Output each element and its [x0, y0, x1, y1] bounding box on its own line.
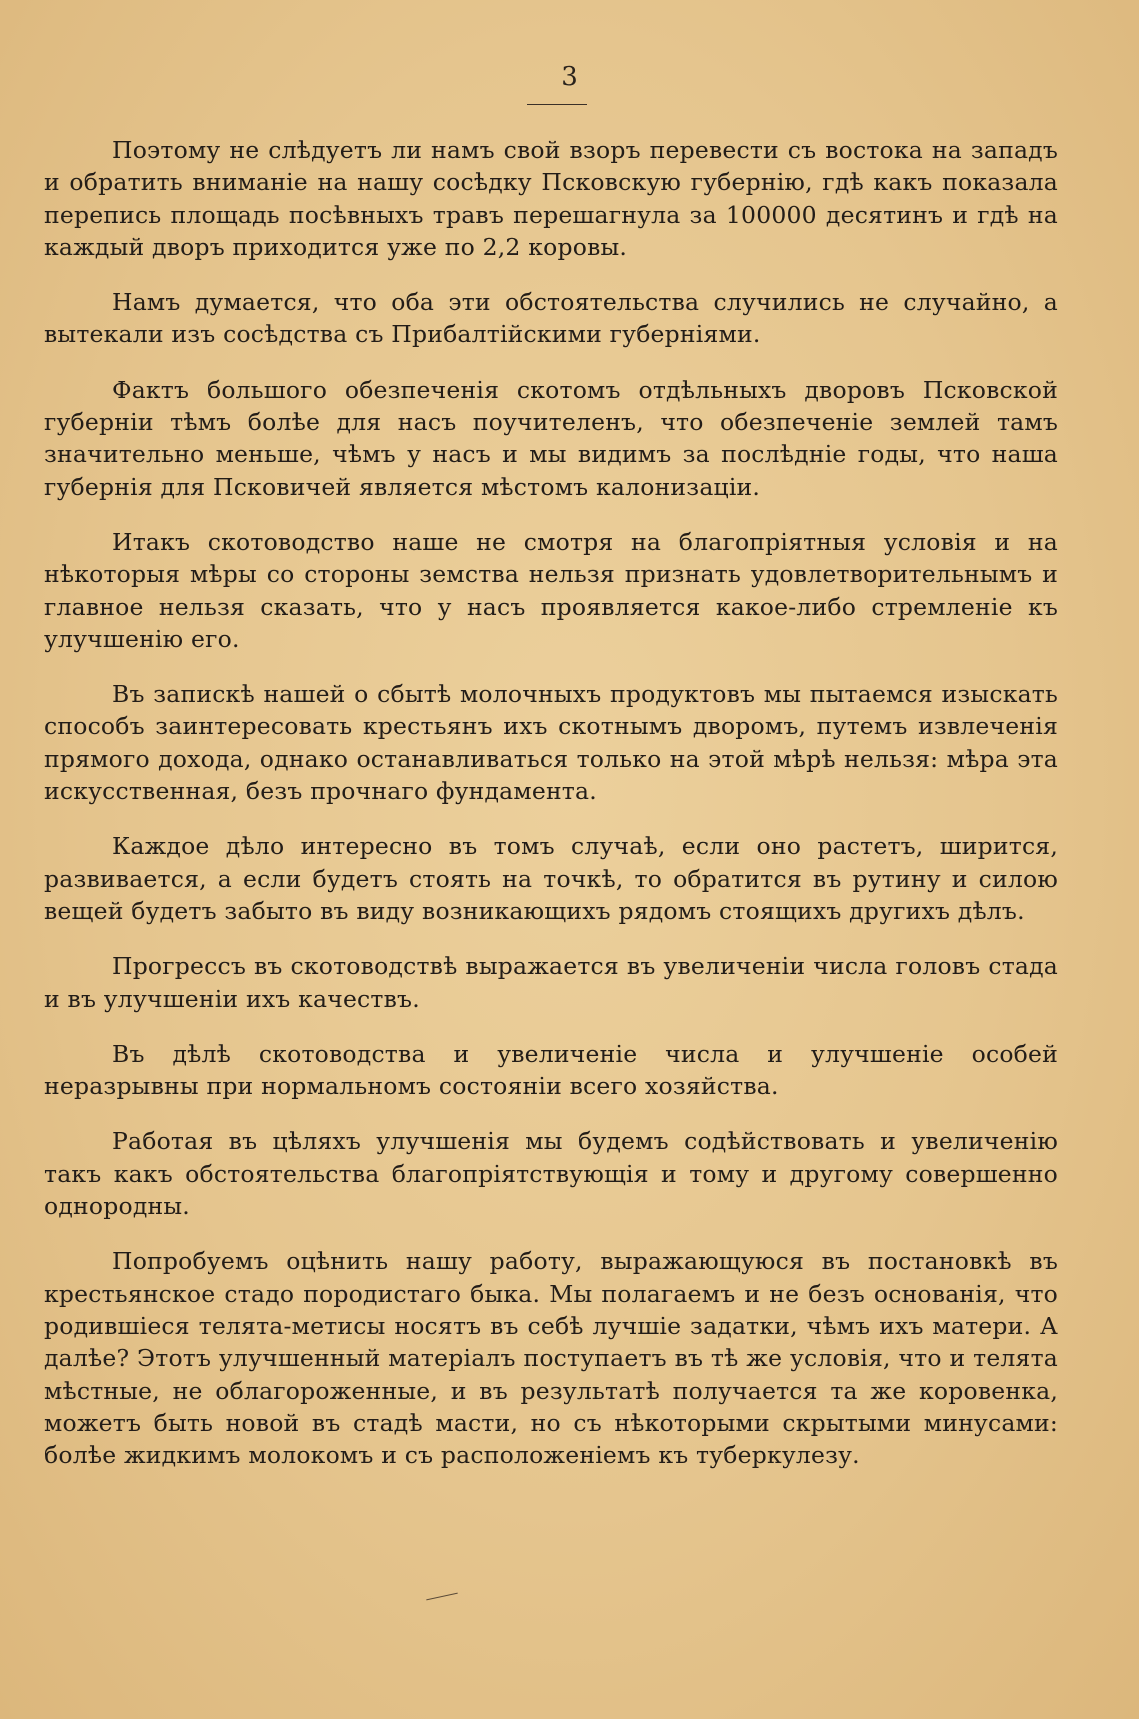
paragraph-1: Поэтому не слѣдуетъ ли намъ свой взоръ перевести съ востока на западъ и обратить вниманіе на нашу сосѣдку Псковскую губернію, гдѣ какъ показала перепись площадь посѣвныхъ травъ перешагнула за 100000 десятинъ и гдѣ на каждый дворъ приходится уже по 2,2 коровы. — [44, 136, 1058, 261]
paragraph-7: Прогрессъ въ скотоводствѣ выражается въ увеличеніи числа головъ стада и въ улучшеніи ихъ качествъ. — [44, 952, 1058, 1013]
paragraph-8: Въ дѣлѣ скотоводства и увеличеніе числа и улучшеніе особей неразрывны при нормальномъ состояніи всего хозяйства. — [44, 1039, 1058, 1101]
paragraph-9: Работая въ цѣляхъ улучшенія мы будемъ содѣйствовать и увеличенію такъ какъ обстоятельства благопріятствующія и тому и другому совершенно однородны. — [44, 1127, 1058, 1221]
ink-mark — [426, 1593, 458, 1601]
paragraph-2: Намъ думается, что оба эти обстоятельства случились не случайно, а вытекали изъ сосѣдства съ Прибалтійскими губерніями. — [44, 288, 1058, 349]
paragraph-4: Итакъ скотоводство наше не смотря на благопріятныя условія и на нѣкоторыя мѣры со стороны земства нельзя признать удовлетворительнымъ и главное нельзя сказать, что у насъ проявляется какое-либо стремленіе къ улучшенію его. — [44, 527, 1058, 653]
page-number: 3 — [561, 62, 578, 92]
paragraph-5: Въ запискѣ нашей о сбытѣ молочныхъ продуктовъ мы пытаемся изыскать способъ заинтересовать крестьянъ ихъ скотнымъ дворомъ, путемъ извлеченія прямого дохода, однако останавливаться только на этой мѣрѣ нельзя: мѣра эта искусственная, безъ прочнаго фундамента. — [44, 680, 1058, 806]
paragraph-6: Каждое дѣло интересно въ томъ случаѣ, если оно растетъ, ширится, развивается, а если будетъ стоять на точкѣ, то обратится въ рутину и силою вещей будетъ забыто въ виду возникающихъ рядомъ стоящихъ другихъ дѣлъ. — [44, 832, 1058, 925]
paragraph-10: Попробуемъ оцѣнить нашу работу, выражающуюся въ постановкѣ въ крестьянское стадо породистаго быка. Мы полагаемъ и не безъ основанія, что родившіеся телята-метисы носятъ въ себѣ лучшіе задатки, чѣмъ ихъ матери. А далѣе? Этотъ улучшенный матеріалъ поступаетъ въ тѣ же условія, что и телята мѣстные, не облагороженные, и въ результатѣ получается та же коровенка, можетъ быть новой въ стадѣ масти, но съ нѣкоторыми скрытыми минусами: болѣе жидкимъ молокомъ и съ расположеніемъ къ туберкулезу. — [44, 1247, 1058, 1470]
paragraph-3: Фактъ большого обезпеченія скотомъ отдѣльныхъ дворовъ Псковской губерніи тѣмъ болѣе для насъ поучителенъ, что обезпеченіе землей тамъ значительно меньше, чѣмъ у насъ и мы видимъ за послѣдніе годы, что наша губернія для Псковичей является мѣстомъ калонизаціи. — [44, 375, 1058, 501]
body-text — [44, 134, 1058, 1494]
page-number-rule — [527, 104, 587, 105]
